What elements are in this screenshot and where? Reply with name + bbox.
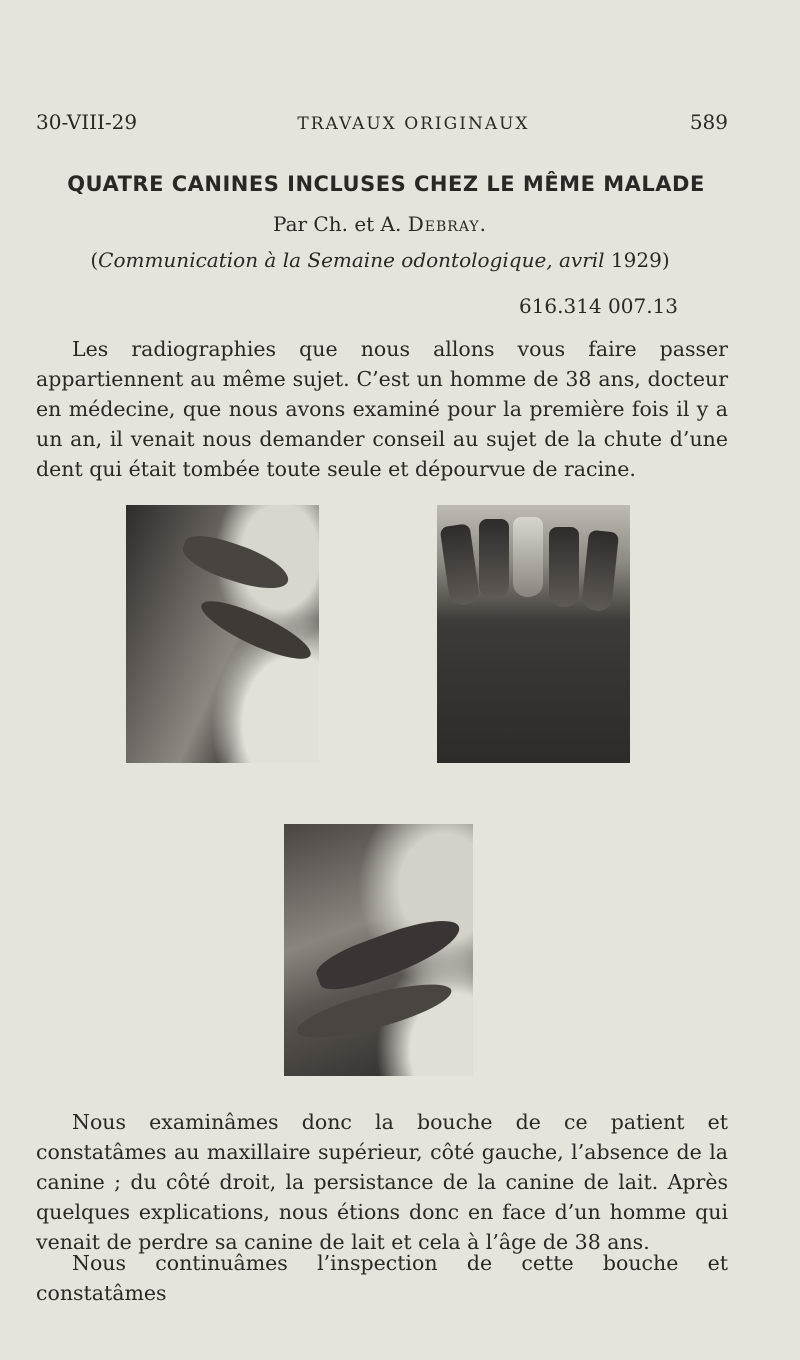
running-head (36, 110, 728, 134)
communication-note (0, 248, 760, 272)
radiograph-right (437, 505, 630, 763)
issue-date: 30-VIII-29 (36, 110, 138, 134)
udc-classification: 616.314 007.13 (518, 294, 678, 318)
communication-text: Communication à la Semaine odontologique, avril (98, 248, 605, 272)
communication-year: 1929) (604, 248, 670, 272)
paragraph-intro: Les radiographies que nous allons vous faire passer appartiennent au même sujet. C’est un homme de 38 ans, docteur en médecine, que nous avons examiné pour la première fois il y a un an, il venait nous demander conseil au sujet de la chute d’une dent qui était tombée toute seule et dépourvue de racine. (36, 337, 728, 481)
journal-section: TRAVAUX ORIGINAUX (297, 114, 530, 134)
page-number: 589 (689, 110, 728, 134)
radiograph-left (126, 505, 319, 763)
paragraph-continuation: Nous continuâmes l’inspection de cette bouche et constatâmes (36, 1251, 728, 1305)
byline-author: Debray. (407, 212, 487, 236)
radiograph-bottom (284, 824, 473, 1076)
paragraph-examination: Nous examinâmes donc la bouche de ce patient et constatâmes au maxillaire supérieur, côté gauche, l’absence de la canine ; du côté droit, la persistance de la canine de lait. Après quelques explications, nous étions donc en face d’un homme qui venait de perdre sa canine de lait et cela à l’âge de 38 ans. (36, 1110, 728, 1254)
byline-prefix: Par Ch. et A. (273, 212, 402, 236)
byline (0, 212, 760, 236)
communication-open: ( (90, 248, 99, 272)
article-title: QUATRE CANINES INCLUSES CHEZ LE MÊME MALADE (67, 172, 705, 196)
